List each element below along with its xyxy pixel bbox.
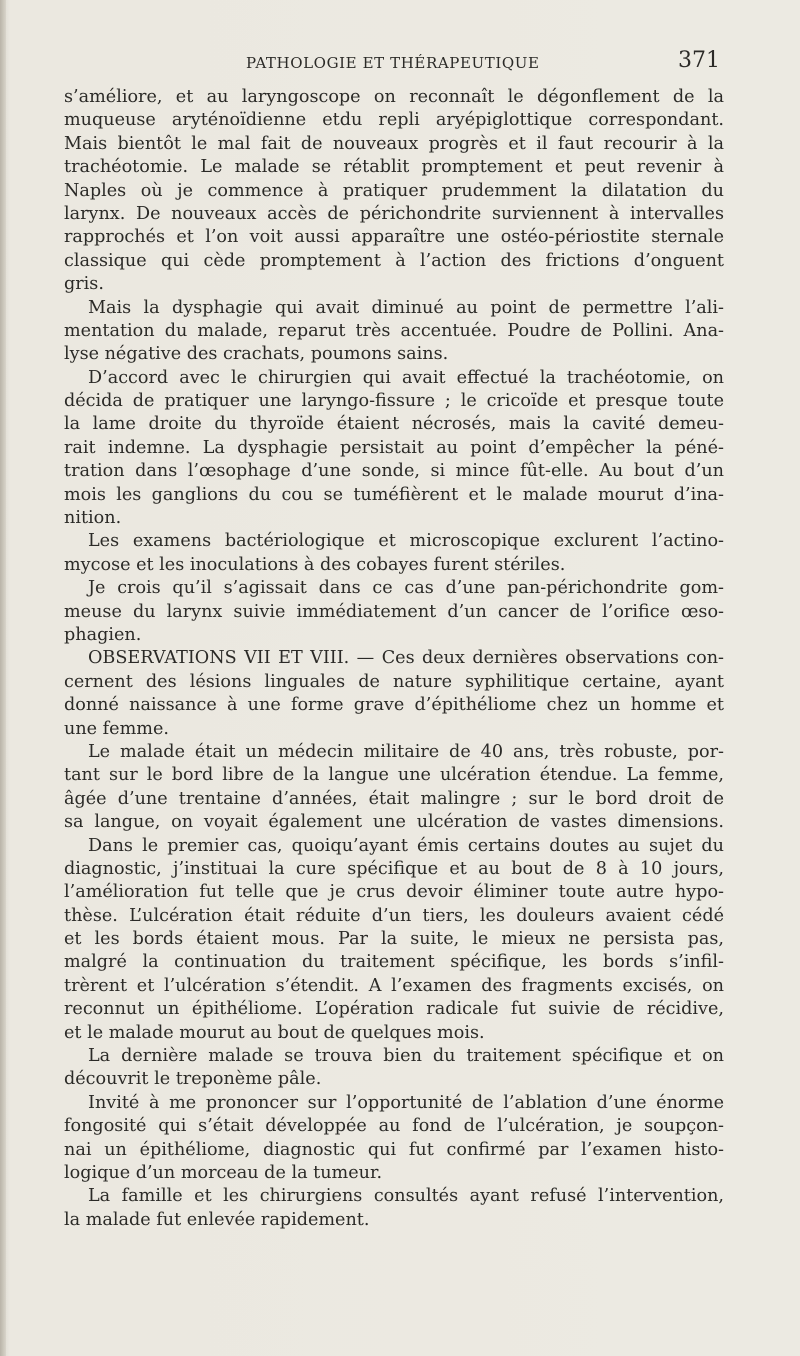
text-line: s’améliore, et au laryngoscope on reconnaît le dégonflement de la	[64, 87, 724, 107]
page-header	[70, 48, 720, 78]
text-line: mycose et les inoculations à des cobayes furent stériles.	[64, 554, 566, 575]
text-line: malgré la continuation du traitement spécifique, les bords s’infil-	[64, 952, 724, 973]
text-line: La dernière malade se trouva bien du traitement spécifique et on	[88, 1046, 724, 1067]
text-line: lyse négative des crachats, poumons sains.	[64, 344, 449, 365]
text-line: et le malade mourut au bout de quelques mois.	[64, 1022, 485, 1043]
text-line: cernent des lésions linguales de nature syphilitique certaine, ayant	[64, 671, 724, 692]
text-line: nai un épithéliome, diagnostic qui fut confirmé par l’examen histo-	[64, 1139, 724, 1160]
text-line: sa langue, on voyait également une ulcération de vastes dimensions.	[64, 812, 724, 833]
text-line: découvrit le treponème pâle.	[64, 1069, 322, 1090]
text-line: mois les ganglions du cou se tuméfièrent et le malade mourut d’ina-	[64, 484, 724, 505]
text-line: rait indemne. La dysphagie persistait au point d’empêcher la péné-	[64, 437, 724, 458]
page-binding-edge	[0, 0, 6, 1356]
text-line: et les bords étaient mous. Par la suite, le mieux ne persista pas,	[64, 929, 724, 950]
text-line: Les examens bactériologique et microscopique exclurent l’actino-	[88, 531, 724, 552]
page-number: 371	[678, 48, 720, 73]
text-line: diagnostic, j’instituai la cure spécifique et au bout de 8 à 10 jours,	[64, 858, 724, 879]
text-line: muqueuse aryténoïdienne etdu repli aryépiglottique correspondant.	[64, 110, 724, 131]
text-line: la lame droite du thyroïde étaient nécrosés, mais la cavité demeu-	[64, 414, 724, 435]
text-line: Je crois qu’il s’agissait dans ce cas d’une pan-périchondrite gom-	[88, 578, 724, 599]
text-line: gris.	[64, 274, 104, 295]
text-line: donné naissance à une forme grave d’épithéliome chez un homme et	[64, 695, 724, 716]
text-line: tant sur le bord libre de la langue une ulcération étendue. La femme,	[64, 765, 724, 786]
text-line: l’amélioration fut telle que je crus devoir éliminer toute autre hypo-	[64, 882, 724, 903]
text-line: mentation du malade, reparut très accentuée. Poudre de Pollini. Ana-	[64, 320, 724, 341]
text-line: meuse du larynx suivie immédiatement d’un cancer de l’orifice œso-	[64, 601, 724, 622]
text-line: Le malade était un médecin militaire de 40 ans, très robuste, por-	[88, 741, 724, 762]
text-line: logique d’un morceau de la tumeur.	[64, 1162, 383, 1183]
running-title: PATHOLOGIE ET THÉRAPEUTIQUE	[246, 54, 540, 72]
text-line: tration dans l’œsophage d’une sonde, si mince fût-elle. Au bout d’un	[64, 461, 724, 482]
text-line: fongosité qui s’était développée au fond de l’ulcération, je soupçon-	[64, 1116, 724, 1137]
text-line: larynx. De nouveaux accès de périchondrite surviennent à intervalles	[64, 203, 724, 224]
text-line: âgée d’une trentaine d’années, était malingre ; sur le bord droit de	[64, 788, 724, 809]
text-line: nition.	[64, 508, 122, 529]
text-line: La famille et les chirurgiens consultés ayant refusé l’intervention,	[88, 1186, 724, 1207]
text-line: D’accord avec le chirurgien qui avait effectué la trachéotomie, on	[88, 367, 724, 388]
text-line: reconnut un épithéliome. L’opération radicale fut suivie de récidive,	[64, 999, 724, 1020]
text-line: thèse. L’ulcération était réduite d’un tiers, les douleurs avaient cédé	[64, 905, 724, 926]
text-line: Invité à me prononcer sur l’opportunité de l’ablation d’une énorme	[88, 1092, 724, 1113]
text-line: Mais bientôt le mal fait de nouveaux progrès et il faut recourir à la	[64, 133, 724, 154]
text-line: une femme.	[64, 718, 169, 739]
text-line: rapprochés et l’on voit aussi apparaître une ostéo-périostite sternale	[64, 227, 724, 248]
text-line: Mais la dysphagie qui avait diminué au point de permettre l’ali-	[88, 297, 724, 318]
text-line: trachéotomie. Le malade se rétablit promptement et peut revenir à	[64, 157, 724, 178]
text-line: trèrent et l’ulcération s’étendit. A l’examen des fragments excisés, on	[64, 975, 724, 996]
text-line: décida de pratiquer une laryngo-fissure ; le cricoïde et presque toute	[64, 391, 724, 412]
text-line: Naples où je commence à pratiquer prudemment la dilatation du	[64, 180, 724, 201]
text-line: Dans le premier cas, quoiqu’ayant émis certains doutes au sujet du	[88, 835, 724, 856]
text-line: classique qui cède promptement à l’action des frictions d’onguent	[64, 250, 724, 271]
body-text	[64, 86, 724, 1232]
text-line: phagien.	[64, 624, 142, 645]
text-line: la malade fut enlevée rapidement.	[64, 1209, 370, 1230]
text-line: OBSERVATIONS VII ET VIII. — Ces deux dernières observations con-	[88, 648, 724, 669]
